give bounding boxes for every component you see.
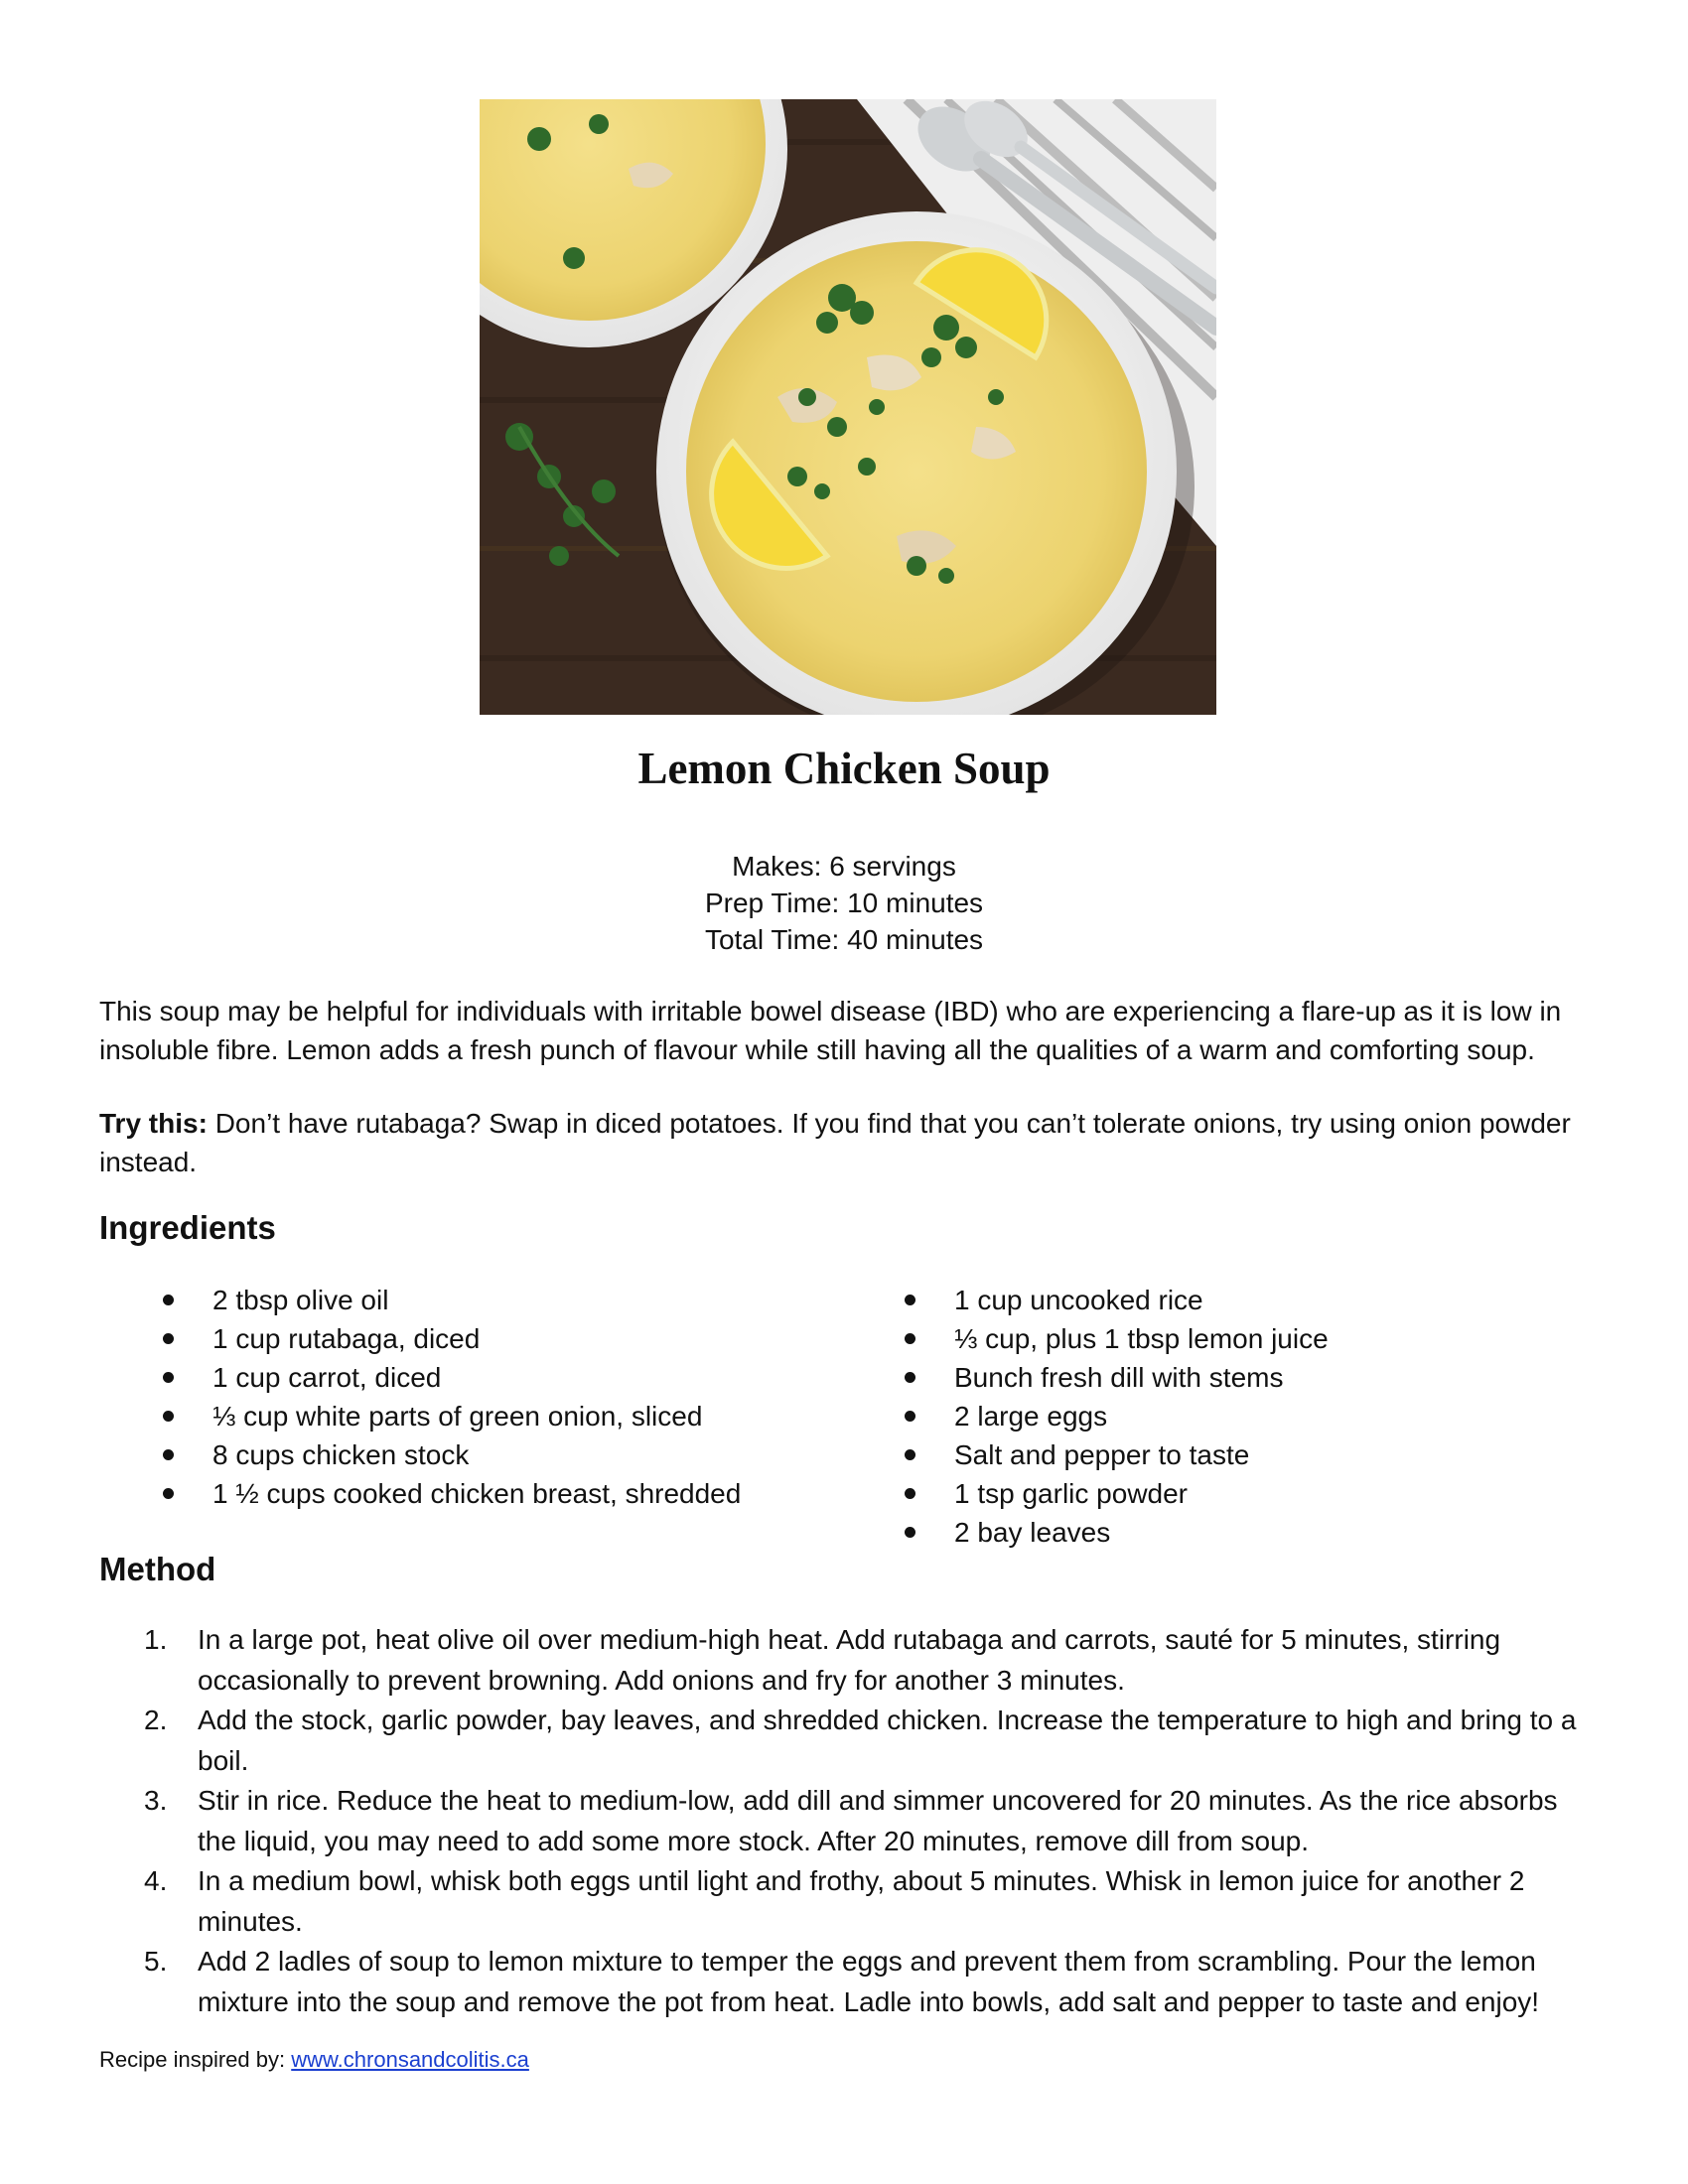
source-link[interactable]: www.chronsandcolitis.ca [291, 2047, 529, 2072]
soup-photo [480, 99, 1216, 715]
recipe-meta [0, 848, 1688, 958]
step-number: 1. [144, 1624, 168, 1655]
bullet-icon [163, 1333, 174, 1344]
ingredients-list-left [157, 1281, 852, 1513]
bullet-icon [905, 1527, 915, 1538]
total-time: Total Time: 40 minutes [704, 924, 984, 955]
method-heading: Method [99, 1551, 216, 1587]
tip-paragraph [99, 1104, 1609, 1181]
list-item: 1 cup rutabaga, diced [157, 1319, 852, 1358]
list-item: 1 cup uncooked rice [899, 1281, 1594, 1319]
list-item: Salt and pepper to taste [899, 1435, 1594, 1474]
bullet-icon [905, 1333, 915, 1344]
list-item: 8 cups chicken stock [157, 1435, 852, 1474]
intro-paragraph: This soup may be helpful for individuals with irritable bowel disease (IBD) who are experiencing a flare-up as it is low in insoluble fibre. Lemon adds a fresh punch of flavour while still having all the qualities of a warm and comforting soup. [99, 996, 1562, 1065]
step-number: 5. [144, 1946, 168, 1977]
method-step: 2. Add the stock, garlic powder, bay leaves, and shredded chicken. Increase the temperature to high and bring to a boil. [144, 1701, 1584, 1781]
bullet-icon [905, 1295, 915, 1305]
prep-time: Prep Time: 10 minutes [704, 887, 984, 918]
method-step: 5. Add 2 ladles of soup to lemon mixture to temper the eggs and prevent them from scrambling. Pour the lemon mixture into the soup and remove the pot from heat. Ladle into bowls, add salt and pepper to taste and enjoy! [144, 1942, 1584, 2022]
bullet-icon [163, 1449, 174, 1460]
bullet-icon [163, 1372, 174, 1383]
method-steps [144, 1620, 1584, 2022]
method-step: 3. Stir in rice. Reduce the heat to medium-low, add dill and simmer uncovered for 20 minutes. As the rice absorbs the liquid, you may need to add some more stock. After 20 minutes, remove dill from soup. [144, 1781, 1584, 1861]
bullet-icon [163, 1411, 174, 1422]
method-step: 1. In a large pot, heat olive oil over medium-high heat. Add rutabaga and carrots, sauté for 5 minutes, stirring occasionally to prevent browning. Add onions and fry for another 3 minutes. [144, 1620, 1584, 1701]
ingredients-heading: Ingredients [99, 1209, 276, 1246]
list-item: ⅓ cup, plus 1 tbsp lemon juice [899, 1319, 1594, 1358]
tip-text: Don’t have rutabaga? Swap in diced potatoes. If you find that you can’t tolerate onions, try using onion powder instead. [99, 1108, 1571, 1177]
bullet-icon [163, 1488, 174, 1499]
list-item: 1 cup carrot, diced [157, 1358, 852, 1397]
tip-label: Try this: [99, 1108, 208, 1139]
step-number: 3. [144, 1785, 168, 1816]
recipe-title: Lemon Chicken Soup [637, 744, 1051, 793]
bullet-icon [163, 1295, 174, 1305]
list-item: 1 ½ cups cooked chicken breast, shredded [157, 1474, 852, 1513]
list-item: 2 tbsp olive oil [157, 1281, 852, 1319]
method-step: 4. In a medium bowl, whisk both eggs until light and frothy, about 5 minutes. Whisk in lemon juice for another 2 minutes. [144, 1861, 1584, 1942]
bullet-icon [905, 1488, 915, 1499]
bullet-icon [905, 1449, 915, 1460]
list-item: Bunch fresh dill with stems [899, 1358, 1594, 1397]
step-number: 4. [144, 1865, 168, 1896]
list-item: 2 large eggs [899, 1397, 1594, 1435]
list-item: ⅓ cup white parts of green onion, sliced [157, 1397, 852, 1435]
list-item: 2 bay leaves [899, 1513, 1594, 1552]
bullet-icon [905, 1411, 915, 1422]
footer-label: Recipe inspired by: [99, 2047, 292, 2072]
bullet-icon [905, 1372, 915, 1383]
ingredients-list-right [899, 1281, 1594, 1552]
step-number: 2. [144, 1705, 168, 1735]
footer-credit [99, 2047, 529, 2073]
servings: Makes: 6 servings [732, 851, 956, 882]
list-item: 1 tsp garlic powder [899, 1474, 1594, 1513]
